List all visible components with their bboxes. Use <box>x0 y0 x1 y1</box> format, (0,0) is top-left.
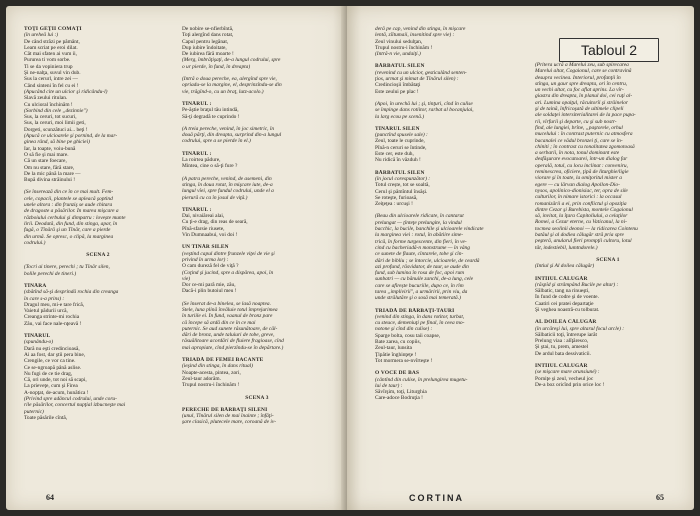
stage-direction: a serbarii, în nota, tonul dominant este <box>535 150 620 157</box>
stage-direction: şare clasică, plutecele mare, coroană de iv- <box>182 419 277 426</box>
stage-direction: (A treia pereche, venind, în joc simetric, în <box>182 125 275 132</box>
stage-direction: răsuălitoare acordări de fluiere fragioase, cînd <box>182 338 284 345</box>
stage-direction: opriadu-se la margine, el, desprinzîndu-se din <box>182 82 282 89</box>
stage-direction: lirii. Deodată, din fund, din stinga, apar, în <box>24 220 118 227</box>
stage-direction: (Beau din ulcioarele ridicate, în cantarut <box>375 213 464 220</box>
stage-direction: (Intiul şi Al doilea călugăr) <box>535 263 595 270</box>
speaker-heading: TÎNĂRA <box>24 282 47 289</box>
stage-direction: tăt, indestiebil, lumtndorele.) <box>535 244 598 251</box>
stage-direction: tocmea seolinii deonoi — la ridicarea Cointenu <box>535 225 638 232</box>
verse-line: Şi veghea noastră-cu tolburat. <box>535 306 600 313</box>
verse-line: Vin Dumnaabui, voi doi ! <box>182 232 238 239</box>
stage-direction: (răspîd şi strâmpând Bucile pe altar) : <box>535 281 619 288</box>
stage-direction: bacchic, la bucile, banchile şi ulcioarele vindicate <box>375 226 484 233</box>
stage-direction: cele, copacii, plantele se apleacă şoptind <box>24 195 113 202</box>
stage-direction: şi de taină, înfricoşată de ultimele clipeli <box>535 106 624 113</box>
verse-line: Credincioşii îmbătaţi <box>375 82 421 89</box>
verse-line: Sălbatic, tang na rinueşti, <box>535 288 590 295</box>
stage-direction: (Apucă ce ulcioarele şi pornind, de la mar- <box>24 133 118 140</box>
stage-direction: (unul, Tînărul silen de mai înainte ; înfăţi- <box>182 413 274 420</box>
stage-direction: Romei, a Cezar eterne, cu Vaticanul, la ni- <box>535 219 627 226</box>
verse-line: Dragul meu, mi-e tare frică, <box>24 301 85 308</box>
verse-line: Zeul, toate le cuprinde, <box>375 138 425 145</box>
verse-line: Dor ce-mi pară mie, zău, <box>182 282 236 289</box>
verse-line: Cu ţi-e drag, din reas de seară, <box>182 219 248 226</box>
left-page <box>6 6 347 510</box>
verse-line: Trupul nostru-i închinăm ! <box>375 44 433 51</box>
left-page-column-2 <box>182 26 332 488</box>
stage-direction: dări de bibliu ; se întorcie, ulcioarele, de ceardă <box>375 257 480 264</box>
stage-direction: (în jocul corespunzător) : <box>375 175 431 182</box>
verse-line: Zău, vai face nale-nţeavă ! <box>24 320 82 327</box>
verse-line: Cu ulcioral închinăm ! <box>24 101 73 108</box>
verse-line: Zeul-taur adorăm. <box>182 375 221 382</box>
stage-direction: reminescrea, oficiere, ţipă de liturghie/ligie <box>535 169 629 176</box>
stage-direction: unde strălutăre şi o sosă mai temerată.) <box>375 295 461 302</box>
speaker-heading: SCENA 1 <box>596 256 620 263</box>
verse-line: Ţipătie înghinţeţe ! <box>375 351 417 358</box>
verse-line: Să-ţi degradă te cuprindo ! <box>182 113 240 120</box>
verse-line: Nu ridică în văzduh ! <box>375 157 421 164</box>
verse-line: Sălbaticii toţi, întrerupe iarăt <box>535 331 597 338</box>
stage-direction: (Intră-n vie, undaiţi.) <box>375 51 421 58</box>
stage-direction: peşteră, anularul fieri prompţii cultoru, lotul <box>535 238 632 245</box>
verse-line: Om nu stare, fără stare, <box>24 164 75 171</box>
speaker-heading: TÎNĂRUL <box>24 333 51 340</box>
stage-direction: codrului, spre a se pierde în el.) <box>182 138 251 145</box>
stage-direction: (Coţind şi jucind, spre a dispărea, apoi, în <box>182 269 274 276</box>
stage-direction: unele altora : din frunziş se aude chitara <box>24 202 113 209</box>
verse-line: Zeul-taur, lunsita <box>375 345 412 352</box>
verse-line: Toate păsările cîntă, <box>24 414 68 421</box>
stage-direction: (în ureheă lui :) <box>24 32 59 39</box>
verse-line: De nobire se-nfierbîntă, <box>182 26 234 32</box>
verse-line: Cerul şi pămîntul însăşi. <box>375 188 428 195</box>
stage-direction: (veştind capul dintre frunzele viţei de vie şi <box>182 250 275 257</box>
stage-direction: giastra din dreapta, în planul doi, cei ruţi al- <box>535 93 633 100</box>
stage-direction: Marelui altar, Cogaionul, care se contravină <box>535 68 632 75</box>
verse-line: Zeiţeţea : urcuşi ! <box>375 201 413 208</box>
verse-line: Ti se da vopiniera trup <box>24 63 73 70</box>
stage-direction: (Se înserează din ce în ce mai mult. Fem- <box>24 189 114 196</box>
verse-line: Pînă-sfarsie riusete, <box>182 225 225 232</box>
verse-line: Când sinteni în fel cu ei ! <box>24 82 79 89</box>
stage-direction: (Se înserat de-a binelea, se lasă noaptea. <box>182 300 271 307</box>
stage-direction: (spunându-o) <box>24 339 54 346</box>
speaker-heading: BĂRBATUL SILEN <box>375 169 425 176</box>
verse-line: Bate zarea, cu copiis, <box>375 339 421 346</box>
stage-direction: sunbatri — cu bănuile zanchi, de-a lung, cele <box>375 276 474 283</box>
stage-direction: dintre Cezar şi Burebista, montele Cogaionul <box>535 206 633 213</box>
verse-line: Bupă divina străinului ! <box>24 177 76 184</box>
stage-direction: Stele, luna plină învăluie totul împrejurimea <box>182 306 278 313</box>
verse-line: Totul crește, tot se soaltă, <box>375 182 430 189</box>
verse-line: Dară nu eşti credincioasă, <box>24 345 80 352</box>
verse-line: Dai, nivaiăreai alai, <box>182 213 225 220</box>
verse-line: La prieveţe, cum şi Firea <box>24 383 78 390</box>
speaker-heading: BĂRBATUL SILEN <box>375 63 425 70</box>
stage-direction: ce sunete de flaute, cîntarele, tobe şi cîn- <box>375 251 464 258</box>
verse-line: Că un stare foecare, <box>24 158 67 165</box>
stage-direction: (cântînd din culise, în prelungirea mugetu- <box>375 376 468 383</box>
verse-line: Capul pentru legănat, <box>182 38 229 45</box>
stage-direction: la larg ecou pe scenă.) <box>375 113 425 120</box>
verse-line: Slavă zeului ritulan. <box>24 95 68 102</box>
stage-direction: să, invitat, la îţara Capitoliului, a celaţilor <box>535 213 628 220</box>
stage-direction: puternic) <box>24 408 44 415</box>
stage-direction: lentă, zîîtumaii, insenitind spre vie) : <box>375 32 455 39</box>
stage-direction: (venind din stinga, în dans rotitor, turbat, <box>375 313 465 320</box>
verse-line: De-a boz oricînd prin orice loc ! <box>535 381 605 388</box>
stage-direction: mucelului : în contrast puternic cu atmosfera <box>535 131 633 138</box>
stage-direction: ari. Lumina opaiţul, răcuitorîi şi străinelor <box>535 99 628 106</box>
verse-line: Mintea, cine o să-ţi fure ? <box>182 163 238 170</box>
stage-direction: cu steuce, demeniuţi pe final, în ceea mo- <box>375 320 465 327</box>
stage-direction: rii, vîrfurii şi departe, cu şi sub nostr- <box>535 118 617 125</box>
stage-direction: (Merg, îmbrăţişaţi, de-a lungul codrului, spre <box>182 57 281 64</box>
stage-direction: în care s-a prins) : <box>24 295 65 302</box>
speaker-heading: INTÎIUL CĂLUGĂR <box>535 363 588 370</box>
stage-direction: stînga, un gaur spre dreapta, ori în centru, <box>535 80 628 87</box>
verse-line: De iubirea fără moarte ! <box>182 51 234 58</box>
verse-line: Pururea ti vom sorbe. <box>24 57 71 64</box>
stage-direction: că începe să ardă din ce în ce mai <box>182 319 256 326</box>
verse-line: De ardul bata dessivaticii. <box>535 350 591 357</box>
stage-direction: (Tocri ai tinere, perechi ; tu Tînăr silen, <box>24 264 110 271</box>
right-page <box>347 6 694 510</box>
stage-direction: se împinge dans rotiitor, rarbat al bocanjulai, <box>375 107 474 114</box>
verse-line: La roirtea pădure, <box>182 157 221 164</box>
verse-line: Zeul vinului sedulţan, <box>375 38 423 45</box>
stage-direction: războiului cerbului şi dimpatru : lovește munte <box>24 214 126 221</box>
verse-line: În fund de codre şi de voente. <box>535 294 599 301</box>
stage-direction: egere — cu lărvan dialog Apollon-Dio- <box>535 181 620 188</box>
verse-line: Vaietul pădurii urcă, <box>24 308 68 315</box>
verse-line: De când străzi pe pământ, <box>24 38 80 45</box>
verse-line: De la mic până la mare — <box>24 170 81 177</box>
stage-direction: (Apucând cite un ulcior şi ridicându-l) <box>24 88 108 95</box>
stage-direction: pierură cu ca în josul de viţă.) <box>182 194 248 201</box>
stage-direction: două părţi, din dreapta, surprind din-a lungul <box>182 132 282 139</box>
verse-line: Caatiri cei pratei departaţie <box>535 300 594 307</box>
speaker-heading: INTÎIUL CĂLUGĂR <box>535 275 588 282</box>
verse-line: Care-adoce Bodruţia ! <box>375 395 423 402</box>
right-page-column-1 <box>375 26 525 488</box>
speaker-heading: SCENA 2 <box>86 252 110 259</box>
verse-line: Pînă-n ceruri se întinde, <box>375 144 427 151</box>
verse-line: Sus, la ceruri, moi limii geti, <box>24 120 86 127</box>
stage-direction: tarea „implivirii", a urmăririi, prin viu, da <box>375 288 468 295</box>
verse-line: Cât mai sfaten ai vum ii, <box>24 51 77 58</box>
stage-direction: batăul şi al dodiea călugăr stră pria spre <box>535 232 624 239</box>
verse-line: Săvîrşim, toţi, Liturghia <box>375 389 427 396</box>
section-heading: Tabloul 2 <box>580 42 638 58</box>
stage-direction: nysos, apolinico-dionisiac, ter, opra de sile <box>535 187 628 194</box>
verse-line: Sus la cerurl, intre zei — <box>24 76 78 83</box>
stage-direction: un vechi altar, cu foc aflat aprins. La vîr- <box>535 87 624 94</box>
stage-direction: în turiile ei. În fund, vaanul de bronz pare <box>182 313 273 320</box>
stage-direction: (se mişcare mare arunsiuné) : <box>535 369 600 376</box>
verse-line: Este cer, este duh, <box>375 151 414 158</box>
stage-direction: deră pe cap, venind din stinga, în mişcare <box>375 26 466 32</box>
stage-direction: desupra vecinea. Interiorul, profanţii în <box>535 74 621 81</box>
stage-direction: ale soldaţei intersiterialitarei de la pace pupa- <box>535 112 636 119</box>
stage-direction: (sbătînd să-şi desprindă rochia din creanga <box>24 289 119 296</box>
verse-line: O cam dureză fel de viţă ? <box>182 263 239 270</box>
right-page-column-2 <box>535 26 681 488</box>
stage-direction: azi profund, răsvidator, de taur, se aude din <box>375 263 469 270</box>
stage-direction: (punctînd spusele sale) : <box>375 132 428 139</box>
speaker-heading: TRIADĂ DE BĂRBAŢI-TAURI <box>375 307 455 314</box>
curtain-label: CORTINA <box>409 493 464 503</box>
speaker-heading: SCENA 3 <box>245 394 269 401</box>
stage-direction: dări de bronz, unde taluiuri de tobe, greve, <box>182 332 275 339</box>
stage-direction: (ieşind din stinga, în dans ritual) <box>182 363 253 370</box>
verse-line: Prelung viaa : alîţăresco, <box>535 338 589 345</box>
speaker-heading: TÎNĂRUL SILEN <box>375 125 420 132</box>
stage-direction: operală, totul, cu locu inclinat : conveniru, <box>535 162 628 169</box>
verse-line: Iar, la toapte, voiu-bună <box>24 145 76 152</box>
stage-direction: (Apoi, în urechă lui ; şi, tinţuri, cînd în culise <box>375 100 473 107</box>
left-page-column-1 <box>24 26 172 488</box>
stage-direction: de dragoste a păsărilor. În marea mişcare a <box>24 208 119 215</box>
verse-line: Leam scriat pe eroi dilat. <box>24 44 78 51</box>
stage-direction: (Privind spre adâncul codrului, unde coru- <box>24 396 117 403</box>
verse-line: Şi ne-nalţa, suvul vin dub. <box>24 70 81 77</box>
stage-direction: cind cu bacheriadă-n monstrume — în vâng <box>375 244 470 251</box>
stage-direction: mai apropiate, cînd pierzîndu-se în depărtare.) <box>182 344 284 351</box>
stage-direction: o ur pierde, în fund, în dreapta) <box>182 63 251 70</box>
verse-line: Ai aa fost, dar ştii pera bine, <box>24 351 86 358</box>
stage-direction: culturilor, în nimare istorici : la occasul <box>535 194 622 201</box>
stage-direction: bacanalei ce vădul bronzei ţi, care se în- <box>535 137 623 144</box>
section-heading-box <box>559 38 659 62</box>
verse-line: Dacă-i plin butoiul meu ! <box>182 288 237 295</box>
verse-line: Dorgeti, scunzătuci ai... beţi ! <box>24 126 88 133</box>
speaker-heading: TOŢI GEŢII COMAŢI <box>24 26 82 32</box>
stage-direction: notone şi cînd din culise) : <box>375 326 433 333</box>
verse-line: Nu fugi de ce tie drag, <box>24 370 73 377</box>
verse-line: Noapte-acesta, pintea, zori, <box>182 369 241 376</box>
stage-direction: lui de taur) : <box>375 382 403 389</box>
verse-line: Pe-ăştie braţul tău intindă, <box>182 107 239 114</box>
stage-direction: find, ale lungiei, brîne, „paştorele, orhul <box>535 124 623 131</box>
stage-direction: viorare şi în toate, la omiţoritul mister a <box>535 175 622 182</box>
verse-line: Sus, la ceruri, tot sucuri, <box>24 114 77 121</box>
stage-direction: (Intră o doua pereche, ea, alergînd spre vie, <box>182 76 277 83</box>
stage-direction: desfăşurare evocatoarei, într-un dialog far <box>535 156 628 163</box>
verse-line: Dup iubire îndoitate, <box>182 44 227 51</box>
stage-direction: vie) <box>182 275 191 282</box>
verse-line: Crengile, ce vor ca tine. <box>24 358 76 365</box>
verse-line: Porniţe şi zeul, vecheul joc <box>535 375 594 382</box>
stage-direction: ţios, urmat şi mimat de Tînărul silen) : <box>375 76 459 83</box>
stage-direction: (Sorbind din cele „dezinnie") <box>24 107 88 114</box>
stage-direction: prelungat — ţînteţe prelungite, la vindul <box>375 219 462 226</box>
stage-direction: lungul vîei, spre fundul codrului, unde el a <box>182 188 274 195</box>
stage-direction: fugă, o Tînără şi un Tînăr, care a pierde <box>24 227 111 234</box>
verse-line: Tot mormera se-nvîrteşte ! <box>375 357 433 364</box>
speaker-heading: TÎNĂRUL : <box>182 206 212 213</box>
stage-direction: rile păsărilor, concertul nupţial izbucneşte mai <box>24 402 126 409</box>
stage-direction: puternic. Se aud sunete râsunătoare, de căl- <box>182 325 278 332</box>
speaker-heading: UN TÎNĂR SILEN <box>182 244 229 251</box>
page-number-left: 64 <box>46 493 54 502</box>
stage-direction: ginea rând, să bine pe ghiciei) <box>24 139 90 146</box>
stage-direction: care se afirește bucuriile, dupo ce, în rîm <box>375 282 464 289</box>
stage-direction: privind în urma lor) : <box>182 256 229 263</box>
stage-direction: bolile perechi de tineri.) <box>24 270 77 277</box>
page-number-right: 65 <box>656 493 664 502</box>
speaker-heading: PERECHE DE BĂRBAŢI SILENI <box>182 406 268 413</box>
verse-line: Creanga strinte-mi rochia <box>24 314 80 321</box>
stage-direction: la marginea viei : rotul, în abătiire sime- <box>375 232 464 239</box>
speaker-heading: AL DOILEA CĂLUGĂR <box>535 319 597 326</box>
verse-line: Toţi alergînd dans rotat, <box>182 32 234 39</box>
verse-line: Sparge bolta, cosu taii coapse, <box>375 332 441 339</box>
stage-direction: (în urcăreşi lui, spre altarul focul arcle) : <box>535 325 625 332</box>
stage-direction: (Pritera ucră a Marelui zeu, sub spirecarea <box>535 62 629 68</box>
verse-line: Ce se-ngroapă până aslise. <box>24 364 82 371</box>
verse-line: Trupul nostru-i închinăm ! <box>182 382 240 389</box>
stage-direction: romanizării a ei, prin conflictul şi opoziţia <box>535 200 627 207</box>
stage-direction: fund, sub lumina în rosa de foc, apoi rum <box>375 270 465 277</box>
verse-line: Se roteşte, furioasă, <box>375 194 418 201</box>
verse-line: O să fie şi mai mare. <box>24 151 69 158</box>
verse-line: Că, ori unde, tot noi să scapi, <box>24 377 87 384</box>
verse-line: Şi ştai, tu, prem, amestel <box>535 344 589 351</box>
verse-line: Este zeului pe plac ! <box>375 88 419 95</box>
stage-direction: (A patra pereche, venind, de asemeni, din <box>182 175 272 182</box>
stage-direction: (revenind cu un ulcior, gesticulând senten- <box>375 69 467 76</box>
stage-direction: din urmă. Se opresc, o clipă, la marginea <box>24 233 114 240</box>
verse-line: A-nopţat, de-acum, hunătica ! <box>24 389 89 396</box>
stage-direction: chiniti ; în contrast cu tonalitatea zgomotoasă <box>535 143 635 150</box>
speaker-heading: TÎNĂRUL : <box>182 100 212 107</box>
stage-direction: vie, trăgînd-o, cu un braţ, lutz-acolo.) <box>182 88 264 95</box>
speaker-heading: TÎNĂRUL : <box>182 150 212 157</box>
stage-direction: codrului.) <box>24 239 46 246</box>
stage-direction: stinga, în doua rotat, în mişcare iute, de-a <box>182 181 273 188</box>
stage-direction: trică, în forme turgescente, din fieri, în ve- <box>375 238 467 245</box>
speaker-heading: O VOCE DE BAS <box>375 370 420 377</box>
speaker-heading: TRIADĂ DE FEMEI BACANTE <box>182 357 264 364</box>
